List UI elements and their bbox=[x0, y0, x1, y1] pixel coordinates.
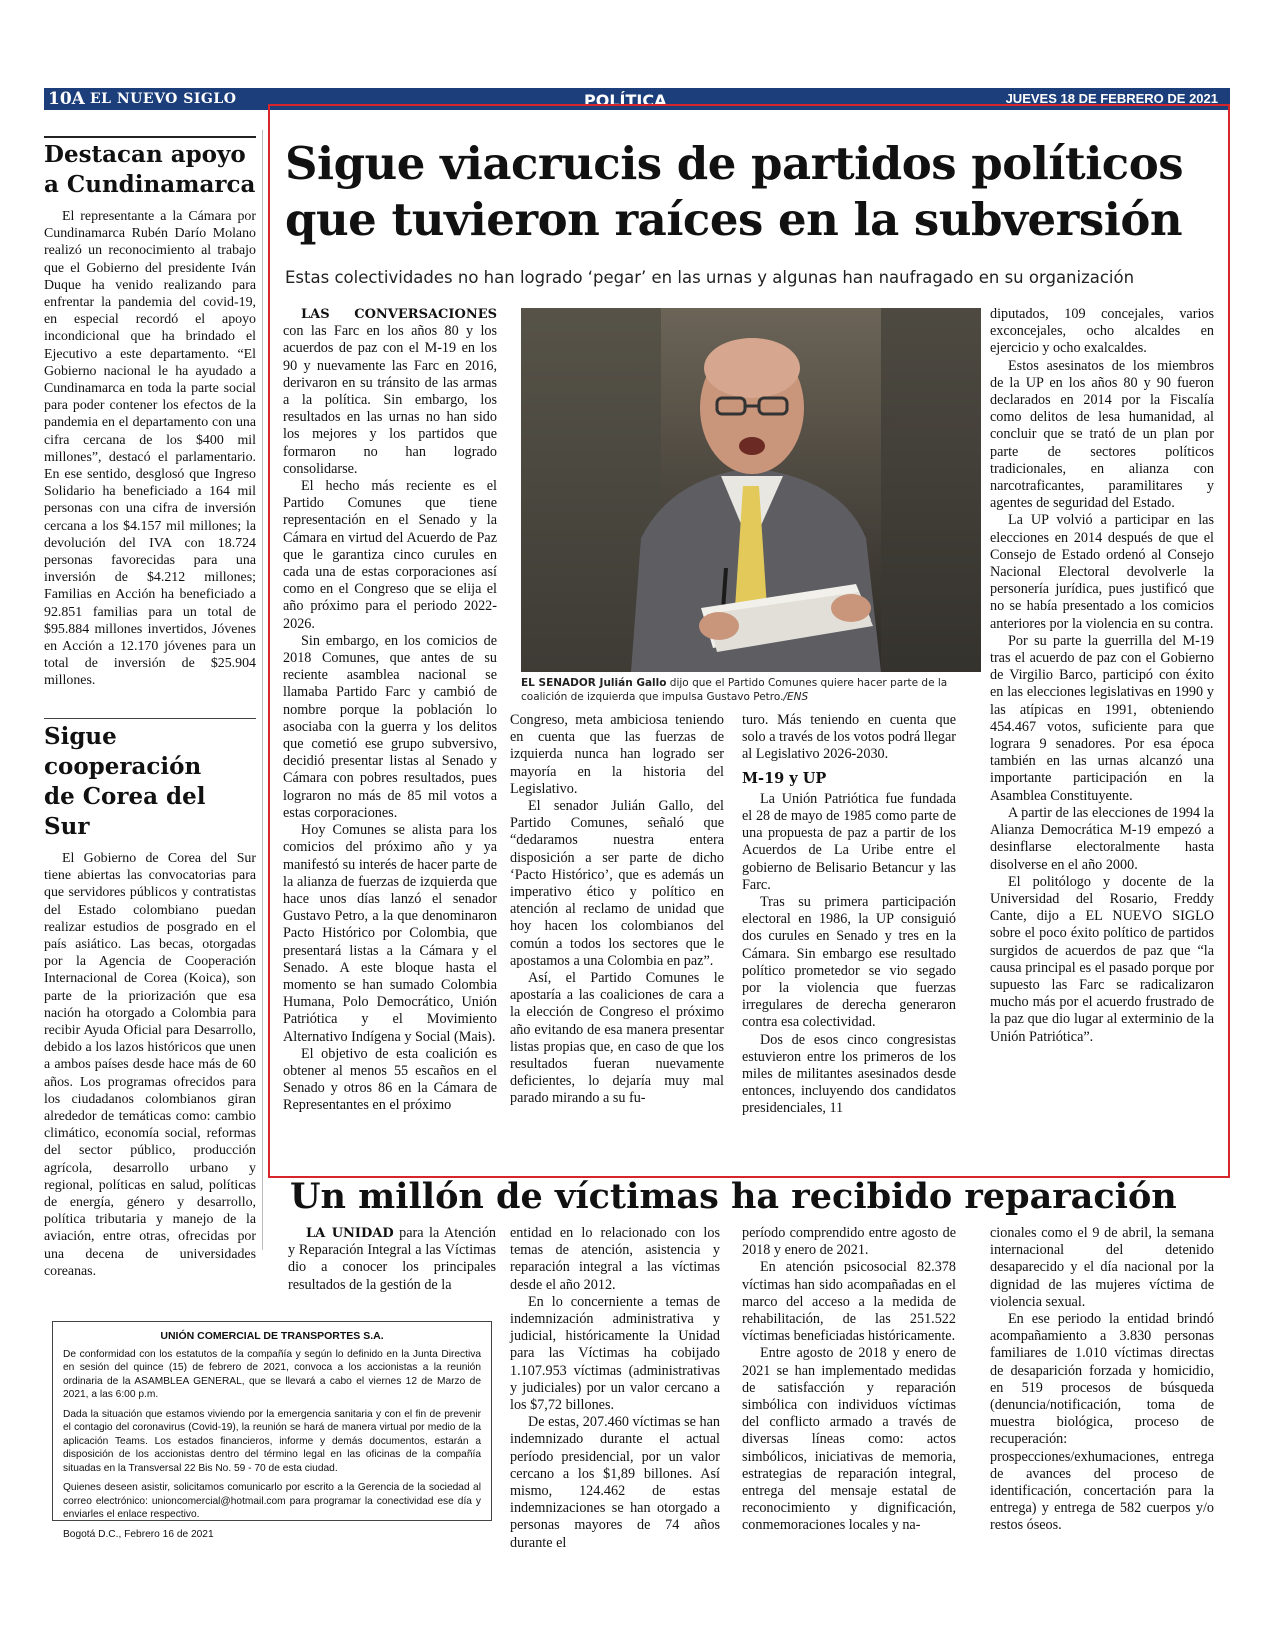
sidebar-top-rule bbox=[44, 136, 256, 138]
sidebar-story-body bbox=[44, 850, 256, 1280]
sidebar-story-cundinamarca bbox=[44, 140, 256, 690]
main-subhead: Estas colectividades no han logrado ‘pegar’ en las urnas y algunas han naufragado en su organización bbox=[285, 268, 1135, 287]
article-paragraph: Dos de esos cinco congresistas estuvieron entre los primeros de los miles de militantes asesinados desde entonces, incluyendo dos candidatos presidenciales, 11 bbox=[742, 1031, 956, 1117]
notice-paragraph: Dada la situación que estamos viviendo por la emergencia sanitaria y con el fin de prevenir el contagio del coronavirus (Covid-19), la reunión se hará de manera virtual por medio de la aplicación Teams. Los estados financieros, informe y demás documentos, estarán a disposición de los accionistas dentro del término legal en las oficinas de la compañía situadas en la Transversal 22 Bis No. 59 - 70 de esta ciudad. bbox=[63, 1408, 481, 1474]
article-paragraph: diputados, 109 concejales, varios exconcejales, ocho alcaldes en ejercicio y ocho exalcaldes. bbox=[990, 306, 1214, 357]
newspaper-name: EL NUEVO SIGLO bbox=[90, 91, 237, 107]
article-lead-in: LAS CONVERSACIONES bbox=[301, 307, 497, 322]
sidebar-story-body bbox=[44, 208, 256, 690]
article-paragraph: Entre agosto de 2018 y enero de 2021 se han implementado medidas de satisfacción y reparación simbólica con individuos víctimas del conflicto armado a través de diversas líneas como: actos simbólicos, iniciativas de memoria, estrategias de reparación integral, entrega del mensaje estatal de reconocimiento y dignificación, conmemoraciones locales y na- bbox=[742, 1345, 956, 1534]
article-paragraph bbox=[288, 1225, 496, 1294]
article-subheading: M-19 y UP bbox=[742, 769, 827, 787]
second-headline: Un millón de víctimas ha recibido reparación bbox=[290, 1176, 1177, 1217]
photo-caption-text: dijo que el Partido Comunes quiere hacer parte de la coalición de izquierda que impulsa Gustavo Petro. bbox=[521, 677, 948, 703]
article-paragraph: El hecho más reciente es el Partido Comunes que tiene representación en el Senado y la Cámara en virtud del Acuerdo de Paz que le garantiza cinco curules en cada una de estas corporaciones así como en el Congreso que se elija el año próximo para el periodo 2022-2026. bbox=[283, 478, 497, 632]
article-paragraph: entidad en lo relacionado con los temas de atención, asistencia y reparación integral a las víctimas desde el año 2012. bbox=[510, 1225, 720, 1293]
sidebar-story-title-line2: de Corea del Sur bbox=[44, 783, 206, 840]
article-paragraph: turo. Más teniendo en cuenta que solo a través de los votos podrá llegar al Legislativo 2026-2030. bbox=[742, 712, 956, 763]
article-text: para la Atención y Reparación Integral a las Víctimas dio a conocer los principales resultados de la gestión de la bbox=[288, 1225, 497, 1293]
second-article-column-3 bbox=[742, 1225, 956, 1535]
article-paragraph: Sin embargo, en los comicios de 2018 Comunes, que antes de su reciente asamblea nacional se llamaba Partido Farc y cambió de nombre porque la población lo asociaba con la guerra y los delitos que cometió ese grupo subversivo, decidió presentar listas al Senado y Cámara con pobres resultados, pues lograron no más de 85 mil votos a estas corporaciones. bbox=[283, 632, 497, 821]
senator-photo bbox=[521, 308, 981, 672]
sidebar-story-title-line1: Destacan apoyo bbox=[44, 141, 246, 168]
article-paragraph: En lo concerniente a temas de indemnización administrativa y judicial, históricamente la Unidad para las Víctimas ha cobijado 1.107.953 víctimas (administrativas y judiciales) por un valor cercano a los $7,72 billones. bbox=[510, 1293, 720, 1414]
article-paragraph: Hoy Comunes se alista para los comicios del próximo año y ya manifestó su interés de hacer parte de la alianza de fuerzas de izquierda que hace unos días lanzó el senador Gustavo Petro, a la que denominaron Pacto Histórico por Colombia, que presentará listas a la Cámara y el Senado. A este bloque hasta el momento se han sumado Colombia Humana, Polo Democrático, Unión Patriótica y el Movimiento Alternativo Indígena y Social (Mais). bbox=[283, 822, 497, 1045]
article-paragraph: Por su parte la guerrilla del M-19 tras el acuerdo de paz con el Gobierno de Virgilio Barco, participó con éxito en las elecciones legislativas en 1990 y las atípicas en 1991, obteniendo 454.467 votos, suficiente para que lograra 9 senadores. Por esa época también en las urnas alcanzó una importante participación en la Asamblea Constituyente. bbox=[990, 632, 1214, 804]
article-paragraph: De estas, 207.460 víctimas se han indemnizado durante el actual período presidencial, por un valor cercano a los $1,89 billones. Así mismo, 124.462 de estas indemnizaciones se han otorgado a personas mayores de 74 años durante el bbox=[510, 1414, 720, 1551]
sidebar-story-title bbox=[44, 722, 256, 842]
article-paragraph: Así, el Partido Comunes le apostaría a las coaliciones de cara a la elección de Congreso el próximo año evitando de esa manera presentar listas propias que, en caso de que los resultados fueran nuevamente deficientes, lo dejaría muy mal parado mirando a su fu- bbox=[510, 970, 724, 1107]
sidebar-story-title-line2: a Cundinamarca bbox=[44, 171, 256, 198]
article-paragraph: En ese periodo la entidad brindó acompañamiento a 3.830 personas familiares de 1.010 víctimas directas de desaparición forzada y homicidio, en 519 procesos de búsqueda (denuncia/notificación, toma de muestra biológica, proceso de recuperación: prospecciones/exhumaciones, entrega de avances del proceso de identificación, concertación para la entrega) y entrega de 582 cuerpos y/o restos óseos. bbox=[990, 1311, 1214, 1534]
photo-caption-lead: EL SENADOR Julián Gallo bbox=[521, 677, 667, 689]
article-paragraph: Tras su primera participación electoral en 1986, la UP consiguió dos curules en Senado y tres en la Cámara. Sin embargo ese resultado político prometedor se vio segado por la violencia que fuerzas irregulares de derecha generaron contra esa colectividad. bbox=[742, 894, 956, 1031]
article-paragraph: A partir de las elecciones de 1994 la Alianza Democrática M-19 empezó a desinflarse electoralmente hasta disolverse en el año 2000. bbox=[990, 804, 1214, 873]
main-headline-line1: Sigue viacrucis de partidos políticos bbox=[285, 137, 1184, 190]
sidebar-story-paragraph: El Gobierno de Corea del Sur tiene abiertas las convocatorias para que servidores públicos y contratistas del Estado colombiano puedan realizar estudios de posgrado en el país asiático. Las becas, otorgadas por la Agencia de Cooperación Internacional de Corea (Koica), son parte de la priorización que esa nación ha otorgado a Colombia para recibir Ayuda Oficial para Desarrollo, debido a los lazos históricos que unen a ambos países desde hace más de 60 años. Los programas ofrecidos para los ciudadanos colombianos giran alrededor de temáticas como: cambio climático, economía social, reformas del sector público, producción agrícola, desarrollo urbano y regional, políticas en salud, políticas de energía, género y desarrollo, política tributaria y manejo de la aviación, entre otras, ofrecidas por una decena de universidades coreanas. bbox=[44, 851, 256, 1279]
sidebar-story-title-line1: Sigue cooperación bbox=[44, 723, 202, 780]
notice-paragraph: Quienes deseen asistir, solicitamos comunicarlo por escrito a la Gerencia de la sociedad al correo electrónico: unioncomercial@hotmail.com para programar la conectividad ese día y enviarles el enlace respectivo. bbox=[63, 1482, 481, 1520]
notice-signature: Bogotá D.C., Febrero 16 de 2021 bbox=[63, 1528, 214, 1540]
sidebar-story-title bbox=[44, 140, 256, 200]
article-paragraph: Estos asesinatos de los miembros de la UP en los años 80 y 90 fueron declarados en 2014 por la Fiscalía como delitos de lesa humanidad, al concluir que se trató de un plan por parte de sectores políticos tradicionales, en alianza con narcotraficantes, paramilitares y agentes de seguridad del Estado. bbox=[990, 357, 1214, 512]
main-headline-line2: que tuvieron raíces en la subversión bbox=[285, 193, 1183, 246]
photo-credit: /ENS bbox=[783, 691, 809, 703]
article-paragraph: La UP volvió a participar en las elecciones en 2014 después de que el Consejo de Estado ordenó al Consejo Nacional Electoral devolverle la personería jurídica, pues justificó que no se había presentado a los comicios anteriores por la violencia en su contra. bbox=[990, 512, 1214, 632]
main-article-column-3 bbox=[742, 712, 956, 1118]
section-title: POLÍTICA bbox=[584, 91, 667, 110]
main-article-column-4 bbox=[990, 306, 1214, 1046]
article-text: con las Farc en los años 80 y los acuerdos de paz con el M-19 en los 90 y nuevamente las Farc en 2016, derivaron en su tránsito de las armas a la política. Sin embargo, los resultados en las urnas no han sido los mejores y los partidos que formaron no han logrado consolidarse. bbox=[283, 323, 497, 477]
senator-photo-illustration bbox=[521, 308, 981, 672]
article-paragraph: El objetivo de esta coalición es obtener al menos 55 escaños en el Senado y otros 86 en la Cámara de Representantes en el próximo bbox=[283, 1045, 497, 1114]
issue-date: JUEVES 18 DE FEBRERO DE 2021 bbox=[1005, 91, 1218, 106]
second-article-column-4 bbox=[990, 1225, 1214, 1535]
article-paragraph: El politólogo y docente de la Universidad del Rosario, Freddy Cante, dijo a EL NUEVO SIGLO sobre el poco éxito político de partidos surgidos de acuerdos de paz que “la causa principal es el pasado porque por supuesto las Farc se radicalizaron mucho más por el acuerdo frustrado de la paz que dio lugar al exterminio de la Unión Patriótica”. bbox=[990, 873, 1214, 1045]
notice-paragraph: De conformidad con los estatutos de la compañía y según lo definido en la Junta Directiva en sesión del quince (15) de febrero de 2021, convoca a los accionistas a la reunión ordinaria de la ASAMBLEA GENERAL, que se llevará a cabo el viernes 12 de Marzo de 2021, a las 6:00 p.m. bbox=[63, 1348, 481, 1400]
article-paragraph: El senador Julián Gallo, del Partido Comunes, señaló que “dedaramos nuestra entera disposición a ser parte de dicho ‘Pacto Histórico’, que es además un imperativo ético y político en atención al reclamo de unidad que hoy hacen los colombianos del común a todos los sectores que le apostamos a una Colombia en paz”. bbox=[510, 798, 724, 969]
sidebar-story-corea bbox=[44, 722, 256, 1280]
shareholder-notice bbox=[52, 1321, 492, 1540]
sidebar-divider bbox=[44, 718, 256, 719]
article-paragraph: La Unión Patriótica fue fundada el 28 de mayo de 1985 como parte de una propuesta de paz a partir de los Acuerdos de La Uribe entre el gobierno de Belisario Betancur y las Farc. bbox=[742, 790, 956, 893]
column-rule bbox=[262, 130, 263, 1250]
article-paragraph: período comprendido entre agosto de 2018 y enero de 2021. bbox=[742, 1225, 956, 1259]
second-article-column-1 bbox=[288, 1225, 496, 1294]
article-paragraph: cionales como el 9 de abril, la semana internacional del detenido desaparecido y el día nacional por la dignidad de las mujeres víctima de violencia sexual. bbox=[990, 1225, 1214, 1310]
notice-title: UNIÓN COMERCIAL DE TRANSPORTES S.A. bbox=[160, 1330, 384, 1342]
article-lead-in: LA UNIDAD bbox=[306, 1226, 394, 1241]
article-paragraph: En atención psicosocial 82.378 víctimas han sido acompañadas en el marco del acceso a la medida de rehabilitación, de las 251.522 víctimas beneficiadas históricamente. bbox=[742, 1259, 956, 1345]
main-article-column-2 bbox=[510, 712, 724, 1108]
photo-caption bbox=[521, 676, 981, 704]
article-paragraph bbox=[283, 306, 497, 478]
main-article-column-1 bbox=[283, 306, 497, 1115]
main-headline bbox=[285, 136, 1215, 248]
second-article-column-2 bbox=[510, 1225, 720, 1552]
article-paragraph: Congreso, meta ambiciosa teniendo en cuenta que las fuerzas de izquierda nunca han logrado ser mayoría en la historia del Legislativo. bbox=[510, 712, 724, 797]
sidebar-story-paragraph: El representante a la Cámara por Cundinamarca Rubén Darío Molano realizó un reconocimiento al trabajo que el Gobierno del presidente Iván Duque ha venido realizando para enfrentar la pandemia del covid-19, en especial recordó el apoyo incondicional que ha brindado el Ejecutivo a este departamento. “El Gobierno nacional le ha ayudado a Cundinamarca en toda la parte social para poder contener los efectos de la pandemia en el departamento con una cifra cercana de los $400 mil millones”, destacó el parlamentario. En ese sentido, desglosó que Ingreso Solidario ha beneficiado a 164 mil personas con una cifra de inversión cercana a los $4.157 mil millones; la devolución del IVA con 18.724 personas favorecidas para una inversión de $4.212 millones; Familias en Acción ha beneficiado a 92.851 familias para un total de $95.884 millones invertidos, Jóvenes en Acción a 12.170 jóvenes para un total de inversión de $25.904 millones. bbox=[44, 209, 256, 689]
page-number: 10A bbox=[48, 89, 85, 109]
